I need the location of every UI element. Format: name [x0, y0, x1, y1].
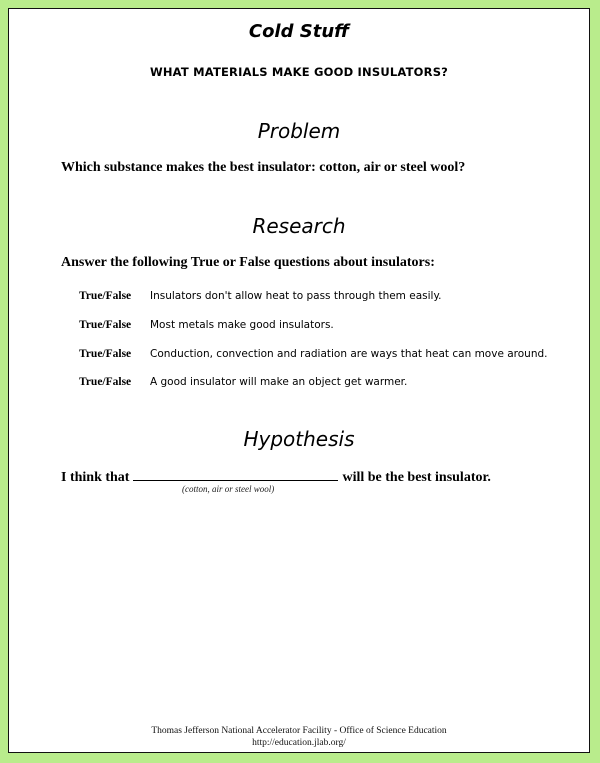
worksheet-title: Cold Stuff	[248, 21, 350, 42]
true-false-label[interactable]: True/False	[79, 376, 132, 388]
footer	[9, 725, 589, 749]
research-instruction: Answer the following True or False questions about insulators:	[61, 255, 435, 270]
worksheet-subtitle: WHAT MATERIALS MAKE GOOD INSULATORS?	[149, 65, 449, 79]
true-false-label[interactable]: True/False	[79, 290, 132, 302]
hypothesis-sentence	[61, 468, 491, 486]
hypothesis-prefix: I think that	[61, 470, 130, 485]
footer-organization: Thomas Jefferson National Accelerator Facility - Office of Science Education	[151, 726, 447, 736]
research-statement: A good insulator will make an object get warmer.	[150, 376, 408, 388]
footer-url[interactable]: http://education.jlab.org/	[252, 738, 346, 748]
research-statement: Conduction, convection and radiation are ways that heat can move around.	[150, 348, 548, 360]
hypothesis-heading: Hypothesis	[243, 427, 355, 451]
research-statement: Insulators don't allow heat to pass through them easily.	[150, 290, 442, 302]
problem-heading: Problem	[257, 119, 341, 143]
worksheet-page	[8, 8, 590, 753]
hypothesis-suffix: will be the best insulator.	[342, 470, 491, 485]
research-heading: Research	[252, 214, 346, 238]
research-statement: Most metals make good insulators.	[150, 319, 334, 331]
hypothesis-blank[interactable]	[133, 468, 338, 481]
problem-question: Which substance makes the best insulator: cotton, air or steel wool?	[61, 160, 466, 175]
true-false-label[interactable]: True/False	[79, 319, 132, 331]
true-false-label[interactable]: True/False	[79, 348, 132, 360]
hypothesis-hint: (cotton, air or steel wool)	[182, 484, 275, 494]
